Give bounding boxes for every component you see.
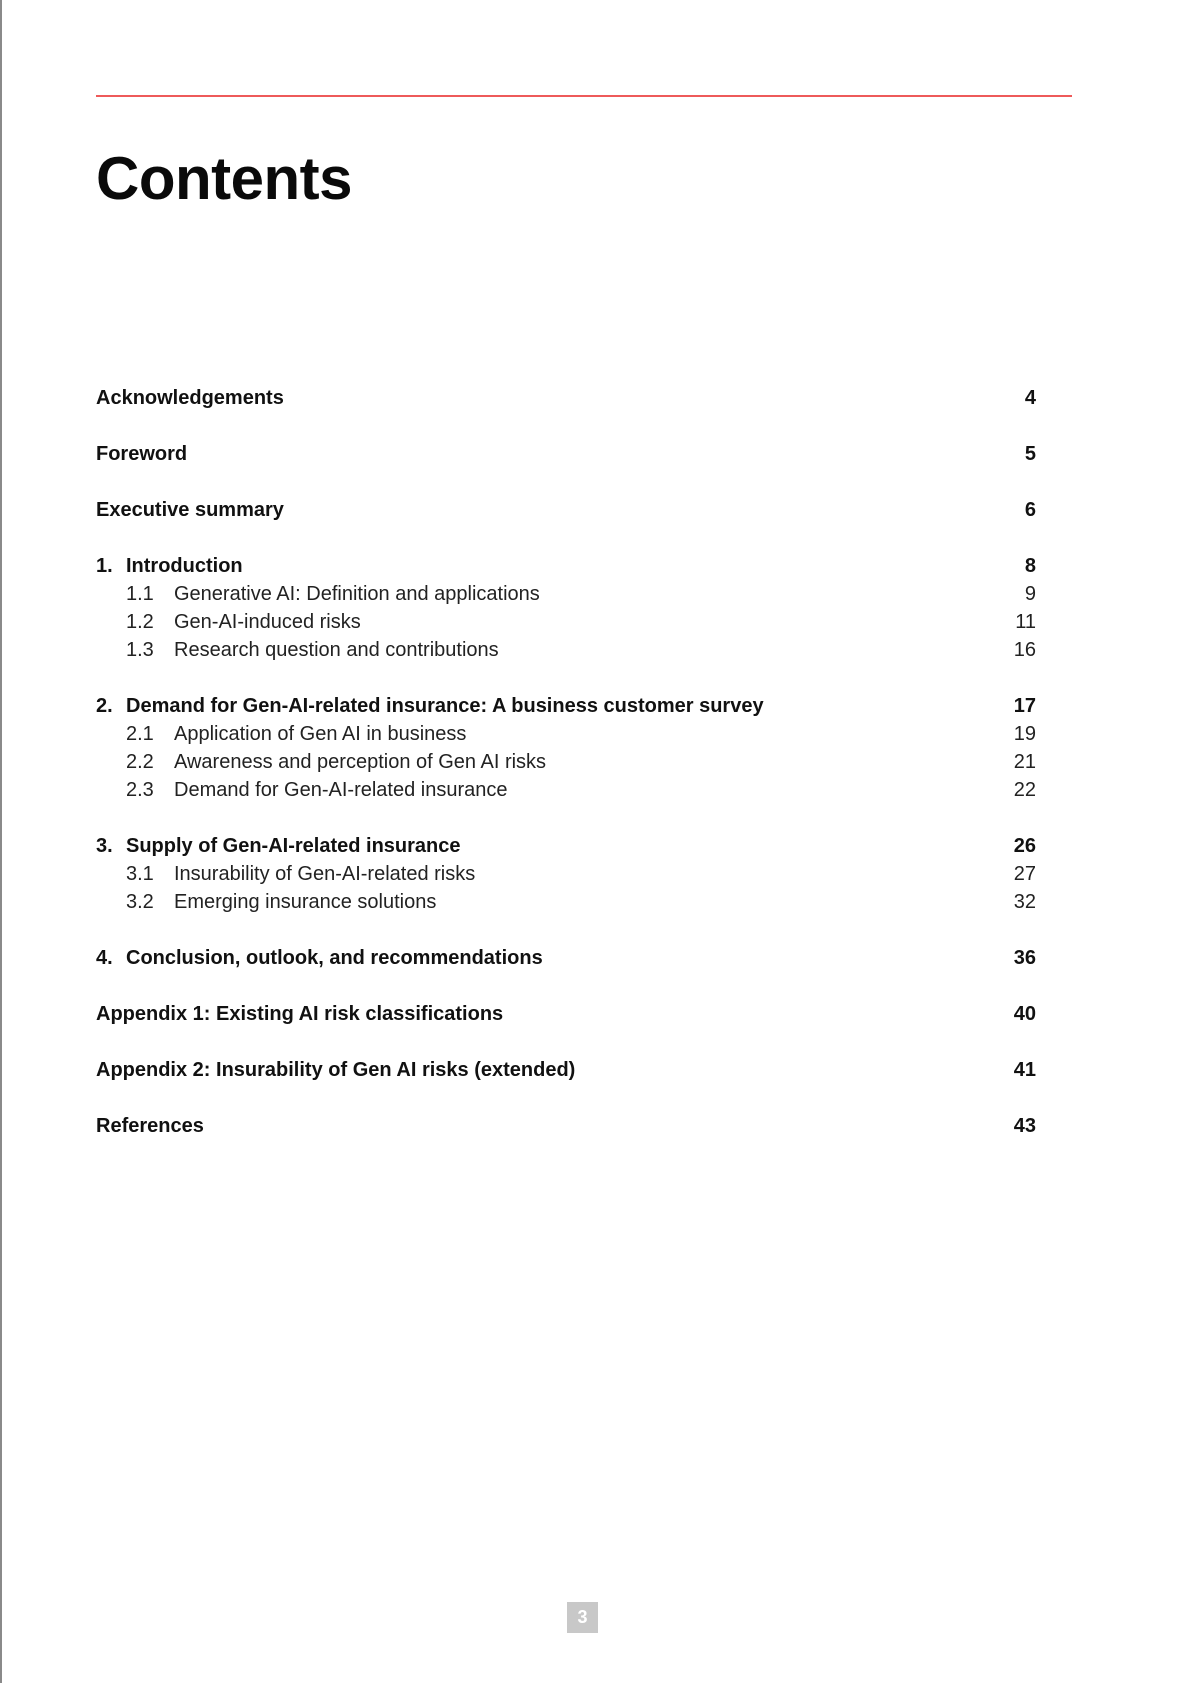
- header-rule: [96, 95, 1072, 97]
- toc-entry-label: Introduction: [126, 555, 243, 577]
- toc-subentry-number: 1.3: [126, 639, 154, 661]
- toc-entry[interactable]: [96, 944, 1036, 972]
- toc-entry-number: 4.: [96, 947, 113, 969]
- toc-section: [96, 1112, 1036, 1140]
- toc-subentry-label: Research question and contributions: [174, 639, 499, 661]
- toc-subentry-label: Emerging insurance solutions: [174, 891, 437, 913]
- toc-section: [96, 944, 1036, 972]
- toc-entry-number: 2.: [96, 695, 113, 717]
- toc-subentry-number: 1.1: [126, 583, 154, 605]
- toc-subentry-number: 1.2: [126, 611, 154, 633]
- toc-entry[interactable]: [96, 384, 1036, 412]
- toc-subentry[interactable]: [96, 608, 1036, 636]
- toc-subentry[interactable]: [96, 776, 1036, 804]
- toc-entry-page: 17: [1013, 695, 1036, 717]
- toc-entry-label: Foreword: [96, 443, 188, 465]
- toc-subentry-number: 2.2: [126, 751, 154, 773]
- toc-entry-page: 43: [1013, 1115, 1036, 1137]
- toc-entry[interactable]: [96, 496, 1036, 524]
- toc-entry-page: 5: [1024, 443, 1036, 465]
- toc-entry[interactable]: [96, 832, 1036, 860]
- toc-subentry-page: 11: [1015, 611, 1036, 633]
- toc-subentry-page: 9: [1024, 583, 1036, 605]
- toc-subentry-label: Application of Gen AI in business: [174, 723, 467, 745]
- toc-entry-label: Conclusion, outlook, and recommendations: [126, 947, 543, 969]
- toc-subentry-label: Generative AI: Definition and applications: [174, 583, 540, 605]
- toc-subentry-number: 3.1: [126, 863, 154, 885]
- toc-entry-label: Acknowledgements: [96, 387, 284, 409]
- toc-subentry-page: 21: [1013, 751, 1036, 773]
- toc-entry-page: 40: [1013, 1003, 1036, 1025]
- toc-subentry[interactable]: [96, 860, 1036, 888]
- toc-subentry-page: 27: [1013, 863, 1036, 885]
- toc-section: [96, 384, 1036, 412]
- toc-entry[interactable]: [96, 692, 1036, 720]
- toc-subentry-number: 2.3: [126, 779, 154, 801]
- toc-subentry[interactable]: [96, 636, 1036, 664]
- toc-subentry-number: 2.1: [126, 723, 154, 745]
- toc-entry-label: Executive summary: [96, 499, 284, 521]
- page-title: Contents: [96, 145, 352, 212]
- toc-entry-label: References: [96, 1115, 204, 1137]
- toc-subentry[interactable]: [96, 748, 1036, 776]
- toc-entry-page: 8: [1024, 555, 1036, 577]
- toc-subentry-label: Awareness and perception of Gen AI risks: [174, 751, 547, 773]
- toc-entry-page: 36: [1013, 947, 1036, 969]
- toc-subentry-label: Insurability of Gen-AI-related risks: [174, 863, 476, 885]
- toc-section: [96, 832, 1036, 916]
- toc-section: [96, 552, 1036, 664]
- toc-entry-number: 3.: [96, 835, 113, 857]
- toc-entry-page: 6: [1024, 499, 1036, 521]
- toc-section: [96, 692, 1036, 804]
- toc-entry-label: Appendix 1: Existing AI risk classifications: [96, 1003, 504, 1025]
- toc-entry-label: Supply of Gen-AI-related insurance: [126, 835, 461, 857]
- toc-subentry-label: Gen-AI-induced risks: [174, 611, 361, 633]
- toc-subentry[interactable]: [96, 580, 1036, 608]
- toc-subentry-number: 3.2: [126, 891, 154, 913]
- toc-subentry-page: 16: [1013, 639, 1036, 661]
- toc-entry[interactable]: [96, 1000, 1036, 1028]
- toc-subentry[interactable]: [96, 720, 1036, 748]
- toc-entry-number: 1.: [96, 555, 113, 577]
- toc-entry-page: 41: [1013, 1059, 1036, 1081]
- toc-entry[interactable]: [96, 1056, 1036, 1084]
- toc-section: [96, 440, 1036, 468]
- toc-entry[interactable]: [96, 1112, 1036, 1140]
- toc-section: [96, 1056, 1036, 1084]
- page-left-edge: [0, 0, 2, 1683]
- toc-entry[interactable]: [96, 552, 1036, 580]
- toc-subentry-page: 22: [1013, 779, 1036, 801]
- toc-entry-label: Appendix 2: Insurability of Gen AI risks (extended): [96, 1059, 576, 1081]
- toc-subentry-label: Demand for Gen-AI-related insurance: [174, 779, 508, 801]
- toc-entry-page: 26: [1013, 835, 1036, 857]
- page-number-badge: 3: [567, 1602, 598, 1633]
- toc-subentry-page: 19: [1013, 723, 1036, 745]
- table-of-contents: [96, 384, 1036, 1168]
- toc-entry-label: Demand for Gen-AI-related insurance: A business customer survey: [126, 695, 764, 717]
- toc-section: [96, 1000, 1036, 1028]
- toc-entry[interactable]: [96, 440, 1036, 468]
- toc-section: [96, 496, 1036, 524]
- toc-entry-page: 4: [1024, 387, 1036, 409]
- toc-subentry[interactable]: [96, 888, 1036, 916]
- toc-subentry-page: 32: [1013, 891, 1036, 913]
